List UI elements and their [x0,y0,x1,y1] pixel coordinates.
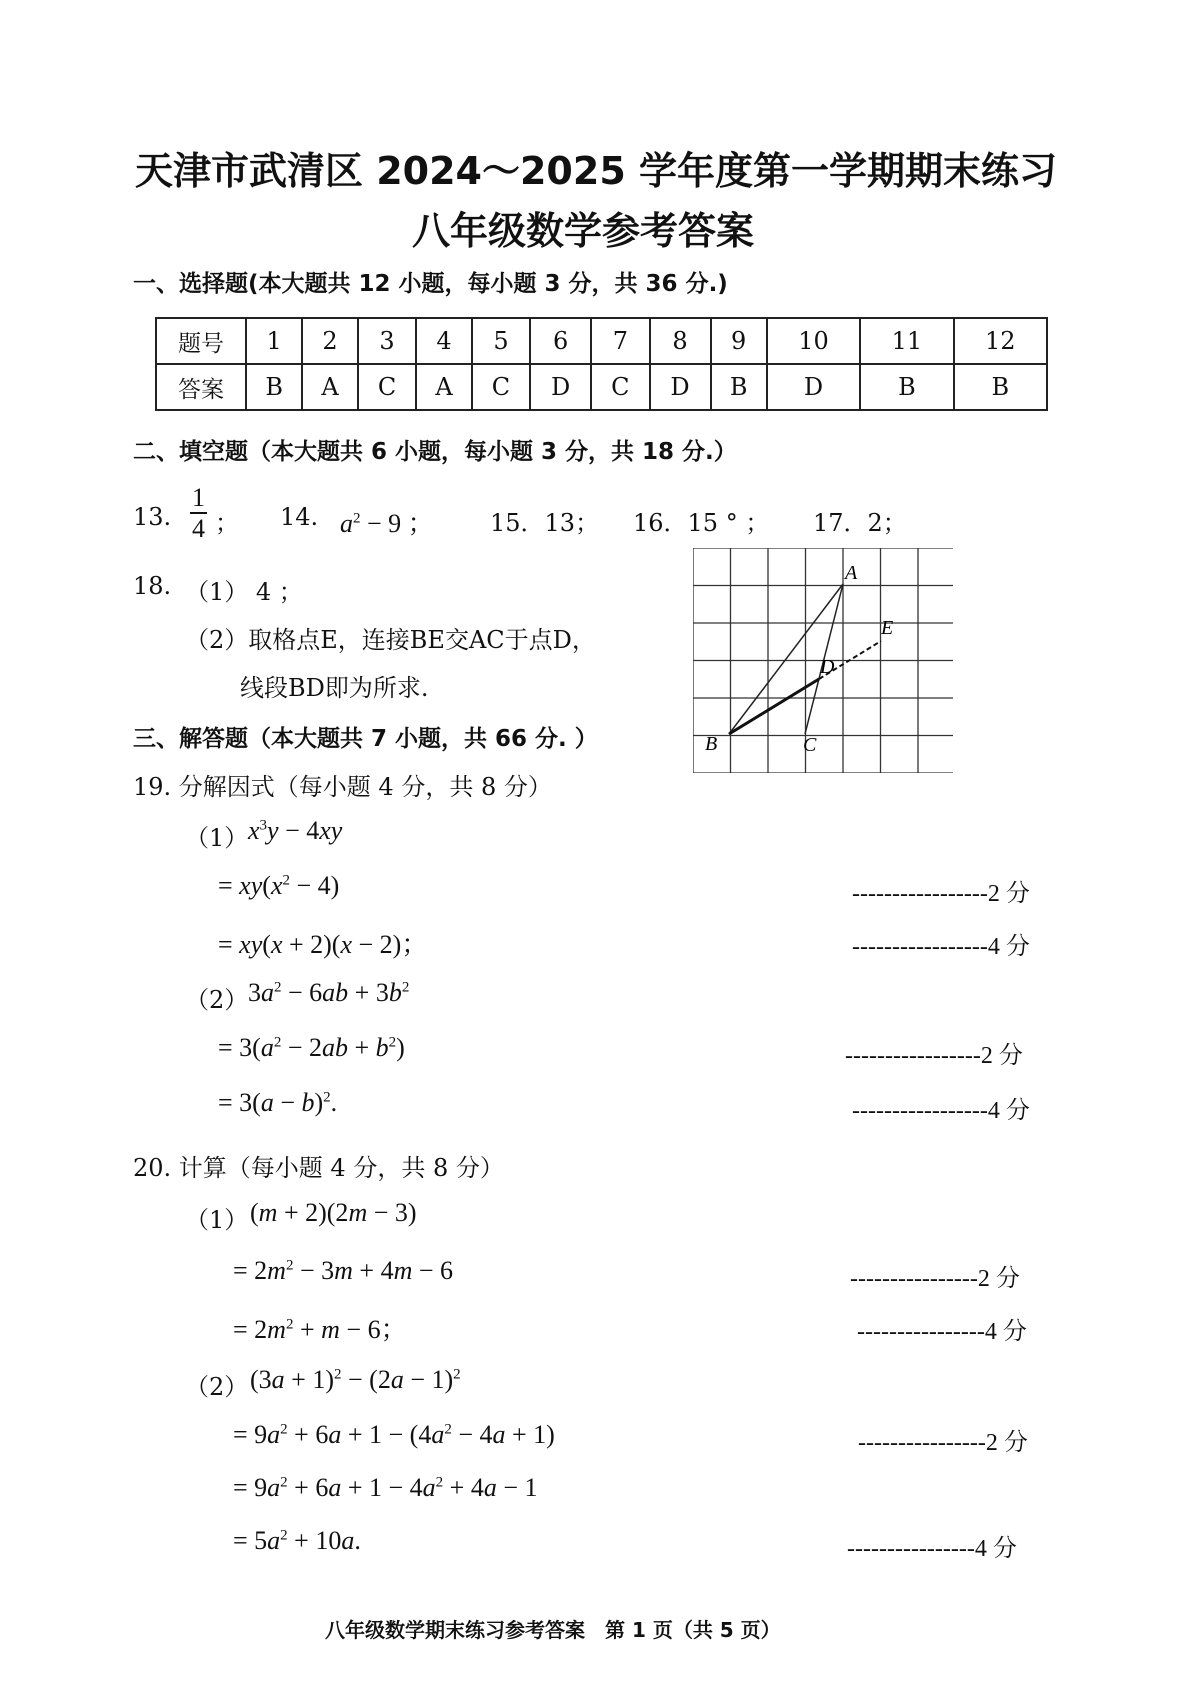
fraction-denominator: 4 [192,514,205,543]
q18-part2-line1: （2）取格点E，连接BE交AC于点D， [185,626,596,654]
answer-cell: C [591,364,649,410]
score-mark: -----------------2 分 [845,1043,1023,1069]
answer-cell: B [711,364,767,410]
q18-part2-line2: 线段BD即为所求. [240,674,429,702]
table-row-label-number: 题号 [156,318,246,364]
answer-cell: A [302,364,357,410]
q20-part2-label: （2） [185,1373,249,1401]
score-mark: ----------------4 分 [857,1319,1027,1345]
q16-answer: 16．15 ° ； [633,509,770,537]
question-number-cell: 11 [860,318,953,364]
q19-part1-step2: = xy(x + 2)(x − 2)； [218,930,428,959]
grid-figure [693,548,953,773]
question-number-cell: 12 [954,318,1047,364]
q14-label: 14. [280,503,319,531]
q19-part1-expression: $x^3y - 4xy$ [248,816,343,845]
page-footer: 八年级数学期末练习参考答案 第 1 页（共 5 页） [325,1618,781,1642]
question-number-cell: 3 [358,318,416,364]
q14-base: a [340,509,353,538]
q13-fraction [190,484,207,544]
point-label-e: E [881,617,894,639]
q19-part2-step2: = $3(a - b)^2$. [218,1088,338,1117]
answer-cell: D [767,364,860,410]
q19-heading: 19. 分解因式（每小题 4 分，共 8 分） [133,773,552,801]
page-title-line1: 天津市武清区 2024～2025 学年度第一学期期末练习 [135,149,1057,193]
score-mark: -----------------2 分 [852,881,1030,907]
score-mark: ----------------2 分 [850,1266,1020,1292]
score-mark: -----------------4 分 [852,934,1030,960]
question-number-cell: 8 [650,318,711,364]
q15-answer: 15．13； [490,509,600,537]
question-number-cell: 7 [591,318,649,364]
score-mark: ----------------4 分 [847,1536,1017,1562]
section3-heading: 三、解答题（本大题共 7 小题，共 66 分. ） [133,726,598,752]
q19-part2-step1: = $3(a^2 - 2ab + b^2)$ [218,1033,405,1062]
score-mark: -----------------4 分 [852,1098,1030,1124]
question-number-cell: 5 [472,318,530,364]
answer-cell: D [650,364,711,410]
q13-separator: ； [215,509,239,537]
answer-cell: B [246,364,302,410]
answer-cell: C [472,364,530,410]
q19-part1-step1: = $xy(x^2 - 4)$ [218,871,340,900]
q20-part1-expression: (m + 2)(2m − 3) [250,1198,417,1227]
score-mark: ----------------2 分 [858,1430,1028,1456]
q20-part2-step2: = $9a^2 + 6a + 1 - 4a^2 + 4a - 1$ [233,1473,538,1502]
question-number-cell: 10 [767,318,860,364]
answer-table [155,317,1048,411]
point-label-c: C [803,734,817,756]
page-title-line2: 八年级数学参考答案 [412,209,755,253]
question-number-cell: 1 [246,318,302,364]
answer-cell: C [358,364,416,410]
q20-part2-expression: $(3a + 1)^2 - (2a - 1)^2$ [250,1365,461,1394]
q13-label: 13. [133,503,172,531]
q20-part1-step2: = $2m^2 + m - 6$； [233,1315,407,1344]
section2-heading: 二、填空题（本大题共 6 小题，每小题 3 分，共 18 分.） [133,439,737,465]
question-number-cell: 9 [711,318,767,364]
point-label-b: B [705,733,718,755]
fraction-numerator: 1 [192,483,205,512]
q14-answer [340,503,434,540]
q17-answer: 17．2； [813,509,907,537]
question-number-cell: 4 [416,318,471,364]
question-number-cell: 6 [530,318,591,364]
q19-part1-label: （1） [185,824,249,852]
q20-part2-step3: = $5a^2 + 10a$. [233,1526,361,1555]
answer-table-answer-row [156,364,1047,410]
q20-part1-label: （1） [185,1206,249,1234]
section1-heading: 一、选择题(本大题共 12 小题，每小题 3 分，共 36 分.) [133,271,728,297]
point-label-d: D [820,656,835,678]
answer-cell: B [954,364,1047,410]
q18-label: 18. [133,572,172,600]
answer-cell: A [416,364,471,410]
q18-part1: （1） 4 ； [185,578,303,606]
point-label-a: A [845,562,858,584]
q20-heading: 20. 计算（每小题 4 分，共 8 分） [133,1154,504,1182]
q19-part2-label: （2） [185,986,249,1014]
q14-exponent: 2 [353,510,361,527]
q20-part2-step1: = $9a^2 + 6a + 1 - (4a^2 - 4a + 1)$ [233,1420,555,1449]
table-row-label-answer: 答案 [156,364,246,410]
question-number-cell: 2 [302,318,357,364]
answer-cell: D [530,364,591,410]
q19-part2-expression: $3a^2 - 6ab + 3b^2$ [248,978,410,1007]
answer-table-number-row [156,318,1047,364]
answer-cell: B [860,364,953,410]
q14-rest: − 9 ； [360,509,434,538]
q20-part1-step1: = $2m^2 - 3m + 4m - 6$ [233,1256,454,1285]
